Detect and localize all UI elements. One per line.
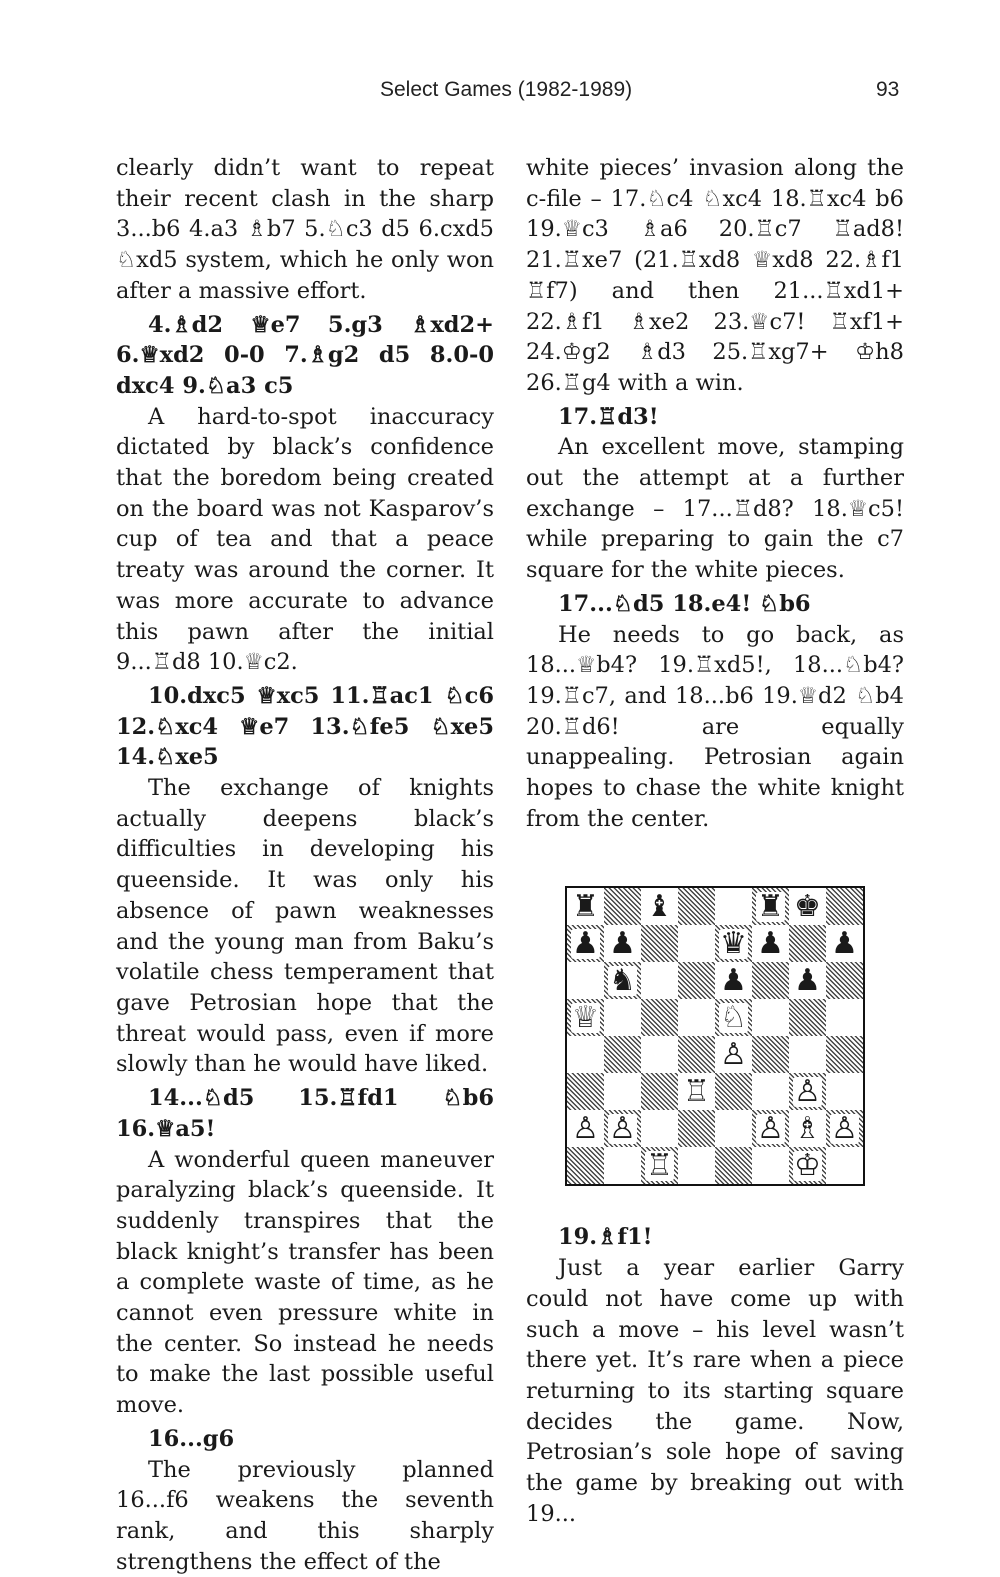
square-g6: [789, 962, 826, 999]
square-d7: [678, 925, 715, 962]
left-column: [116, 153, 494, 1577]
move-line: 17.♖d3!: [558, 403, 659, 430]
square-d3: [678, 1073, 715, 1110]
square-e5: [715, 999, 752, 1036]
move-line: 19.♗f1!: [558, 1224, 653, 1251]
square-g1: [789, 1147, 826, 1184]
square-e3: [715, 1073, 752, 1110]
square-c1: [641, 1147, 678, 1184]
paragraph: The previously planned 16...f6 weakens the seventh rank, and this sharply strengthens the effect of the: [116, 1456, 494, 1575]
square-h5: [826, 999, 863, 1036]
square-e8: [715, 888, 752, 925]
square-a2: [567, 1110, 604, 1147]
square-e1: [715, 1147, 752, 1184]
square-f5: [752, 999, 789, 1036]
chess-piece: ♝: [646, 888, 673, 924]
square-b4: [604, 1036, 641, 1073]
square-d2: [678, 1110, 715, 1147]
square-c5: [641, 999, 678, 1036]
right-column: [526, 153, 904, 1530]
square-b2: [604, 1110, 641, 1147]
chess-piece: ♙: [609, 1110, 636, 1146]
square-h6: [826, 962, 863, 999]
square-g4: [789, 1036, 826, 1073]
square-d4: [678, 1036, 715, 1073]
square-a5: [567, 999, 604, 1036]
square-h7: [826, 925, 863, 962]
square-h4: [826, 1036, 863, 1073]
chess-piece: ♕: [572, 999, 599, 1035]
square-f6: [752, 962, 789, 999]
chess-piece: ♖: [646, 1147, 673, 1183]
move-line: 16...g6: [148, 1425, 235, 1452]
square-c7: [641, 925, 678, 962]
chess-piece: ♟: [572, 925, 599, 961]
square-f8: [752, 888, 789, 925]
chess-piece: ♗: [794, 1110, 821, 1146]
square-c8: [641, 888, 678, 925]
chess-piece: ♟: [831, 925, 858, 961]
square-c6: [641, 962, 678, 999]
square-c4: [641, 1036, 678, 1073]
square-b3: [604, 1073, 641, 1110]
chess-piece: ♟: [720, 962, 747, 998]
chess-piece: ♔: [794, 1147, 821, 1183]
move-line: 14...♘d5 15.♖fd1 ♘b6 16.♕a5!: [116, 1085, 494, 1142]
square-a1: [567, 1147, 604, 1184]
square-f2: [752, 1110, 789, 1147]
square-b1: [604, 1147, 641, 1184]
square-g3: [789, 1073, 826, 1110]
square-d8: [678, 888, 715, 925]
chess-piece: ♙: [572, 1110, 599, 1146]
running-title: Select Games (1982-1989): [380, 78, 633, 101]
paragraph: An excellent move, stamping out the attempt at a further exchange – 17...♖d8? 18.♕c5! while preparing to gain the c7 square for the white pieces.: [526, 434, 904, 584]
move-line: 17...♘d5 18.e4! ♘b6: [558, 590, 811, 617]
square-h8: [826, 888, 863, 925]
page-number: 93: [876, 78, 900, 101]
square-d6: [678, 962, 715, 999]
chess-piece: ♟: [794, 962, 821, 998]
chess-piece: ♖: [683, 1073, 710, 1109]
square-a7: [567, 925, 604, 962]
chess-piece: ♙: [720, 1036, 747, 1072]
chess-piece: ♜: [757, 888, 784, 924]
square-f4: [752, 1036, 789, 1073]
square-h2: [826, 1110, 863, 1147]
square-g8: [789, 888, 826, 925]
move-line: 10.dxc5 ♕xc5 11.♖ac1 ♘c6 12.♘xc4 ♕e7 13.♘fe5 ♘xe5 14.♘xe5: [116, 682, 494, 771]
square-g2: [789, 1110, 826, 1147]
square-g5: [789, 999, 826, 1036]
square-h1: [826, 1147, 863, 1184]
chess-piece: ♚: [794, 888, 821, 924]
square-d5: [678, 999, 715, 1036]
square-h3: [826, 1073, 863, 1110]
square-e7: [715, 925, 752, 962]
chess-piece: ♘: [720, 999, 747, 1035]
square-g7: [789, 925, 826, 962]
square-a6: [567, 962, 604, 999]
move-line: 4.♗d2 ♕e7 5.g3 ♗xd2+ 6.♕xd2 0-0 7.♗g2 d5 8.0-0 dxc4 9.♘a3 c5: [116, 311, 494, 399]
square-f7: [752, 925, 789, 962]
square-a8: [567, 888, 604, 925]
square-e2: [715, 1110, 752, 1147]
chess-piece: ♙: [794, 1073, 821, 1109]
paragraph: He needs to go back, as 18...♕b4? 19.♖xd5!, 18...♘b4? 19.♖c7, and 18...b6 19.♕d2 ♘b4 20.♖d6! are equally unappealing. Petrosian again hopes to chase the white knight from the center.: [526, 621, 904, 832]
paragraph: A hard-to-spot inaccuracy dictated by black’s confidence that the boredom being created on the board was not Kasparov’s cup of tea and that a peace treaty was around the corner. It was more accurate to advance this pawn after the initial 9...♖d8 10.♕c2.: [116, 403, 494, 676]
paragraph: Just a year earlier Garry could not have come up with such a move – his level wasn’t there yet. It’s rare when a piece returning to its starting square decides the game. Now, Petrosian’s sole hope of saving the game by breaking out with 19...: [526, 1255, 904, 1527]
chess-piece: ♟: [609, 925, 636, 961]
square-a4: [567, 1036, 604, 1073]
paragraph: The exchange of knights actually deepens black’s difficulties in developing his queenside. It was only his absence of pawn weaknesses and the young man from Baku’s volatile chess temperament that gave Petrosian hope that the threat would pass, even if more slowly than he would have liked.: [116, 775, 494, 1078]
square-c3: [641, 1073, 678, 1110]
square-f3: [752, 1073, 789, 1110]
square-b6: [604, 962, 641, 999]
square-e6: [715, 962, 752, 999]
paragraph: clearly didn’t want to repeat their recent clash in the sharp 3...b6 4.a3 ♗b7 5.♘c3 d5 6.cxd5 ♘xd5 system, which he only won after a massive effort.: [116, 155, 494, 304]
chess-piece: ♛: [720, 925, 747, 961]
chess-piece: ♙: [831, 1110, 858, 1146]
chess-piece: ♜: [572, 888, 599, 924]
square-b7: [604, 925, 641, 962]
square-b5: [604, 999, 641, 1036]
paragraph: white pieces’ invasion along the c-file – 17.♘c4 ♘xc4 18.♖xc4 b6 19.♕c3 ♗a6 20.♖c7 ♖ad8! 21.♖xe7 (21.♖xd8 ♕xd8 22.♗f1 ♖f7) and then 21...♖xd1+ 22.♗f1 ♗xe2 23.♕c7! ♖xf1+ 24.♔g2 ♗d3 25.♖xg7+ ♔h8 26.♖g4 with a win.: [526, 155, 904, 396]
paragraph: A wonderful queen maneuver paralyzing black’s queenside. It suddenly transpires that the black knight’s transfer has been a complete waste of time, as he cannot even pressure white in the center. So instead he needs to make the last possible useful move.: [116, 1146, 494, 1419]
square-b8: [604, 888, 641, 925]
chess-piece: ♙: [757, 1110, 784, 1146]
square-a3: [567, 1073, 604, 1110]
chess-piece: ♞: [609, 962, 636, 998]
chess-diagram: [526, 874, 904, 1192]
square-d1: [678, 1147, 715, 1184]
square-c2: [641, 1110, 678, 1147]
chess-board: [565, 886, 865, 1186]
square-f1: [752, 1147, 789, 1184]
square-e4: [715, 1036, 752, 1073]
chess-piece: ♟: [757, 925, 784, 961]
